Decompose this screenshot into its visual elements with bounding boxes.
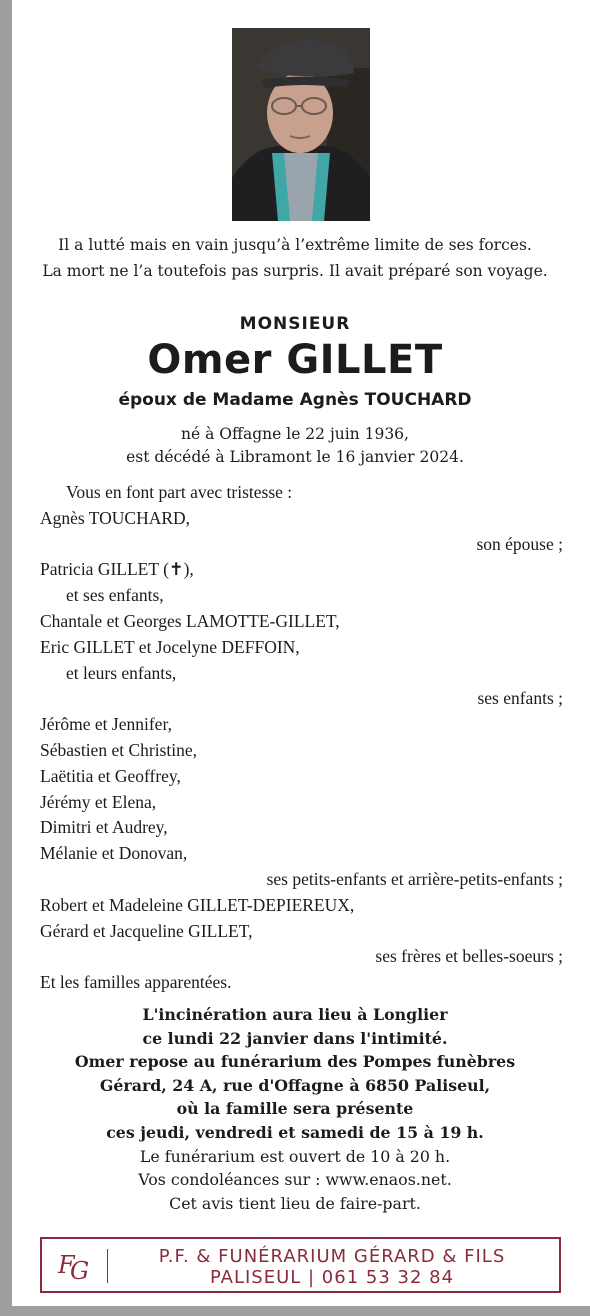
life-dates — [0, 423, 590, 469]
family-relation: ses frères et belles-soeurs ; — [375, 946, 563, 967]
family-line: Chantale et Georges LAMOTTE-GILLET, — [40, 610, 340, 631]
family-line: Agnès TOUCHARD, — [40, 507, 191, 528]
funeral-home-banner — [40, 1237, 561, 1293]
birth-line: né à Offagne le 22 juin 1936, — [181, 425, 409, 443]
family-relation: ses enfants ; — [477, 688, 563, 709]
funeral-home-name: P.F. & FUNÉRARIUM GÉRARD & FILS — [158, 1246, 506, 1267]
info-line: Gérard, 24 A, rue d'Offagne à 6850 Paliseul, — [99, 1075, 491, 1095]
family-line: Patricia GILLET (✝), — [40, 559, 194, 580]
svg-text:F: F — [58, 1251, 75, 1279]
family-line: Et les familles apparentées. — [40, 972, 232, 993]
family-relation: ses petits-enfants et arrière-petits-enfants ; — [266, 868, 563, 889]
info-line: L'incinération aura lieu à Longlier — [142, 1005, 448, 1024]
death-line: est décédé à Libramont le 16 janvier 2024. — [126, 448, 464, 466]
bottom-border — [0, 1306, 590, 1316]
family-line: Dimitri et Audrey, — [40, 817, 168, 838]
info-line: Vos condoléances sur : www.enaos.net. — [138, 1170, 452, 1190]
info-line: où la famille sera présente — [176, 1099, 414, 1119]
family-list — [40, 480, 563, 996]
info-line: Cet avis tient lieu de faire-part. — [169, 1193, 421, 1213]
civility: MONSIEUR — [239, 314, 351, 334]
quote — [0, 232, 590, 284]
portrait-photo — [232, 28, 370, 221]
ceremony-info — [0, 1003, 590, 1215]
info-line: ces jeudi, vendredi et samedi de 15 à 19 h. — [106, 1122, 484, 1142]
family-line: Jérémy et Elena, — [40, 791, 157, 812]
family-line: Robert et Madeleine GILLET-DEPIEREUX, — [40, 894, 355, 915]
family-line: Eric GILLET et Jocelyne DEFFOIN, — [40, 636, 300, 657]
family-line: Gérard et Jacqueline GILLET, — [40, 920, 253, 941]
family-line: Mélanie et Donovan, — [40, 843, 188, 864]
funeral-home-contact: PALISEUL | 061 53 32 84 — [209, 1267, 455, 1288]
info-line: Omer repose au funérarium des Pompes funèbres — [74, 1052, 516, 1072]
info-line: ce lundi 22 janvier dans l'intimité. — [142, 1028, 448, 1048]
family-line: Sébastien et Christine, — [40, 739, 197, 760]
family-relation: son épouse ; — [476, 533, 563, 554]
funeral-home-text — [122, 1246, 542, 1288]
family-intro: Vous en font part avec tristesse : — [66, 482, 293, 502]
funeral-home-logo — [54, 1245, 94, 1285]
family-line: et ses enfants, — [66, 585, 164, 606]
spouse-line: époux de Madame Agnès TOUCHARD — [118, 390, 472, 410]
family-line: Laëtitia et Geoffrey, — [40, 765, 181, 786]
family-line: et leurs enfants, — [66, 662, 177, 683]
quote-line: Il a lutté mais en vain jusqu’à l’extrême limite de ses forces. — [58, 236, 532, 254]
footer-divider — [107, 1249, 108, 1283]
deceased-name: Omer GILLET — [147, 337, 443, 383]
info-line: Le funérarium est ouvert de 10 à 20 h. — [139, 1146, 451, 1166]
svg-text:G: G — [70, 1257, 90, 1285]
family-line: Jérôme et Jennifer, — [40, 714, 172, 735]
quote-line: La mort ne l’a toutefois pas surpris. Il avait préparé son voyage. — [42, 262, 548, 280]
